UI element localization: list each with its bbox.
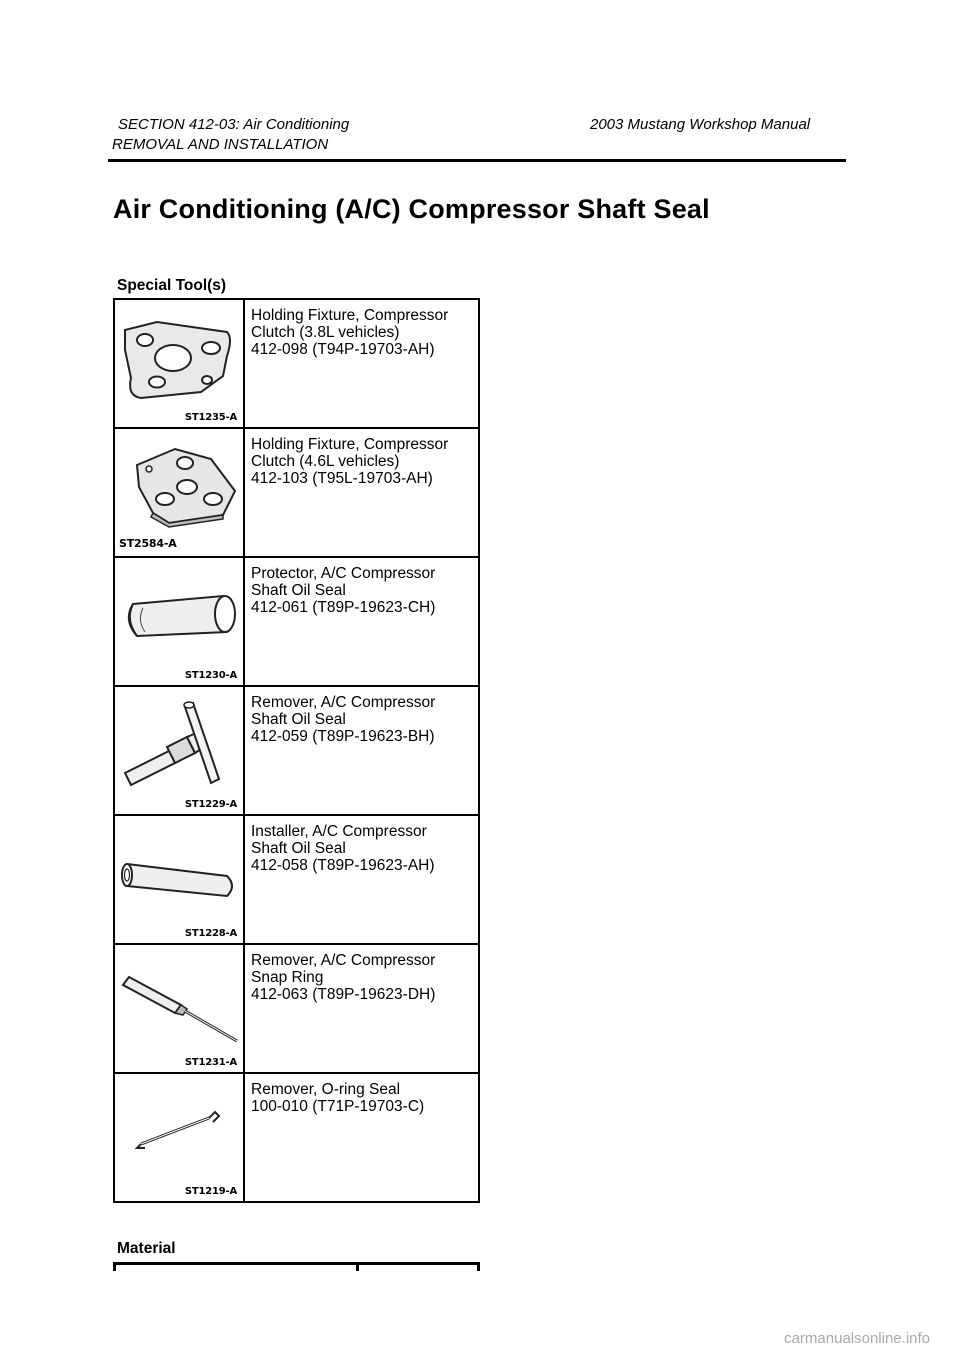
- tool-code: ST1230-A: [184, 670, 237, 681]
- tool-description: [245, 429, 480, 556]
- watermark: carmanualsonline.info: [784, 1330, 930, 1347]
- tool-line: Shaft Oil Seal: [251, 711, 346, 728]
- tool-code: ST1228-A: [184, 928, 237, 939]
- table-row: [113, 300, 480, 429]
- table-row: [113, 558, 480, 687]
- tool-line: 100-010 (T71P-19703-C): [251, 1098, 425, 1115]
- material-table-divider: [113, 1262, 116, 1271]
- tool-line: Clutch (4.6L vehicles): [251, 453, 400, 470]
- tool-description: [245, 1074, 480, 1201]
- special-tools-label: Special Tool(s): [117, 277, 227, 294]
- tool-code: ST1219-A: [184, 1186, 237, 1197]
- header-section: SECTION 412-03: Air Conditioning: [118, 116, 350, 133]
- header-manual: 2003 Mustang Workshop Manual: [590, 116, 811, 133]
- table-row: [113, 687, 480, 816]
- tool-line: Holding Fixture, Compressor: [251, 436, 449, 453]
- tool-description: [245, 558, 480, 685]
- tool-code: ST1229-A: [184, 799, 237, 810]
- tool-line: Remover, A/C Compressor: [251, 694, 436, 711]
- tool-line: 412-059 (T89P-19623-BH): [251, 728, 435, 745]
- material-table-rule: [113, 1262, 480, 1265]
- tool-line: Remover, A/C Compressor: [251, 952, 436, 969]
- tool-line: 412-061 (T89P-19623-CH): [251, 599, 436, 616]
- tool-line: 412-103 (T95L-19703-AH): [251, 470, 433, 487]
- tool-line: Protector, A/C Compressor: [251, 565, 436, 582]
- tool-description: [245, 687, 480, 814]
- tool-line: 412-058 (T89P-19623-AH): [251, 857, 435, 874]
- tool-image-cell: [113, 816, 245, 943]
- page-title: Air Conditioning (A/C) Compressor Shaft Seal: [113, 194, 710, 224]
- table-row: [113, 816, 480, 945]
- tool-line: Clutch (3.8L vehicles): [251, 324, 400, 341]
- table-row: [113, 945, 480, 1074]
- material-label: Material: [117, 1240, 176, 1257]
- tool-line: Remover, O-ring Seal: [251, 1081, 401, 1098]
- tool-line: Installer, A/C Compressor: [251, 823, 427, 840]
- header-subtitle: REMOVAL AND INSTALLATION: [112, 136, 329, 153]
- snap-ring-remover-icon: [115, 945, 243, 1072]
- holding-fixture-icon: [115, 300, 243, 427]
- tool-image-cell: [113, 558, 245, 685]
- table-row: [113, 1074, 480, 1203]
- tool-line: 412-098 (T94P-19703-AH): [251, 341, 435, 358]
- tool-code: ST1235-A: [184, 412, 237, 423]
- o-ring-remover-icon: [115, 1074, 243, 1201]
- tool-line: Holding Fixture, Compressor: [251, 307, 449, 324]
- tool-code: ST2584-A: [119, 537, 177, 550]
- tool-description: [245, 816, 480, 943]
- tool-line: Shaft Oil Seal: [251, 582, 346, 599]
- header-rule: [108, 159, 846, 162]
- tool-description: [245, 945, 480, 1072]
- tool-image-cell: [113, 945, 245, 1072]
- tool-image-cell: [113, 300, 245, 427]
- tool-description: [245, 300, 480, 427]
- special-tools-table: [113, 298, 480, 1203]
- table-row: [113, 429, 480, 558]
- tool-image-cell: [113, 1074, 245, 1201]
- tool-image-cell: [113, 687, 245, 814]
- seal-installer-icon: [115, 816, 243, 943]
- material-table-divider: [477, 1262, 480, 1271]
- tool-line: 412-063 (T89P-19623-DH): [251, 986, 436, 1003]
- tool-code: ST1231-A: [184, 1057, 237, 1068]
- tool-line: Snap Ring: [251, 969, 324, 986]
- protector-sleeve-icon: [115, 558, 243, 685]
- tool-line: Shaft Oil Seal: [251, 840, 346, 857]
- material-table-divider: [356, 1262, 359, 1271]
- seal-remover-icon: [115, 687, 243, 814]
- tool-image-cell: [113, 429, 245, 556]
